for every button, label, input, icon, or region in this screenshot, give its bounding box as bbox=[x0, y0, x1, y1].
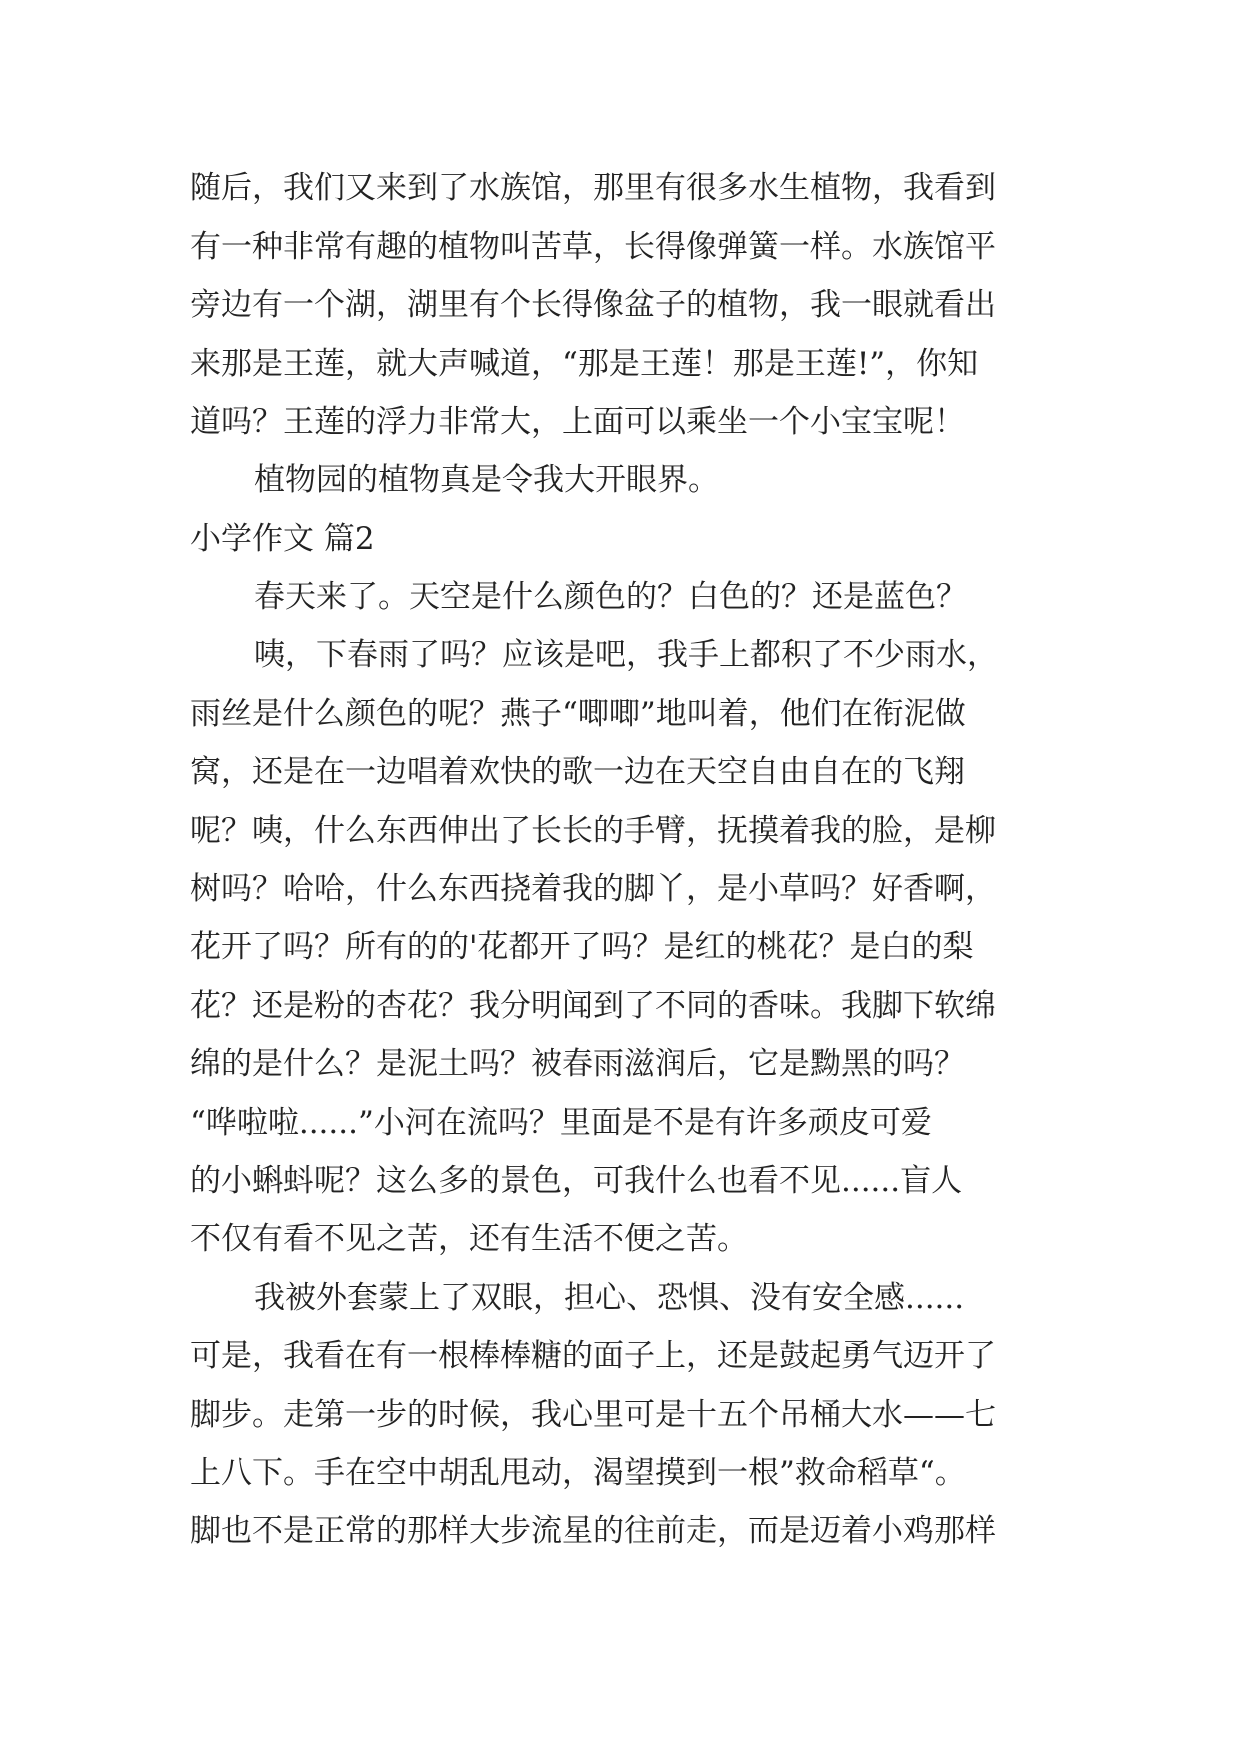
text-line: 雨丝是什么颜色的呢？燕子“唧唧”地叫着，他们在衔泥做 bbox=[190, 696, 966, 732]
text-line: 有一种非常有趣的植物叫苦草，长得像弹簧一样。水族馆平 bbox=[190, 229, 996, 265]
paragraph-line: 植物园的植物真是令我大开眼界。 bbox=[254, 462, 719, 498]
text-line: 花开了吗？所有的的'花都开了吗？是红的桃花？是白的梨 bbox=[190, 929, 974, 965]
text-line: 的小蝌蚪呢？这么多的景色，可我什么也看不见......盲人 bbox=[190, 1163, 963, 1199]
text-line: 花？还是粉的杏花？我分明闻到了不同的香味。我脚下软绵 bbox=[190, 988, 996, 1024]
text-line: 随后，我们又来到了水族馆，那里有很多水生植物，我看到 bbox=[190, 170, 996, 206]
text-line: 脚步。走第一步的时候，我心里可是十五个吊桶大水——七 bbox=[190, 1397, 996, 1433]
text-line: 可是，我看在有一根棒棒糖的面子上，还是鼓起勇气迈开了 bbox=[190, 1338, 996, 1374]
paragraph-line: 咦，下春雨了吗？应该是吧，我手上都积了不少雨水， bbox=[254, 637, 998, 673]
section-heading: 小学作文 篇2 bbox=[190, 521, 375, 557]
text-line: “哗啦啦......”小河在流吗？里面是不是有许多顽皮可爱 bbox=[190, 1105, 932, 1141]
text-line: 窝，还是在一边唱着欢快的歌一边在天空自由自在的飞翔 bbox=[190, 754, 965, 790]
text-line: 脚也不是正常的那样大步流星的往前走，而是迈着小鸡那样 bbox=[190, 1513, 996, 1549]
text-line: 道吗？王莲的浮力非常大，上面可以乘坐一个小宝宝呢！ bbox=[190, 404, 965, 440]
text-line: 旁边有一个湖，湖里有个长得像盆子的植物，我一眼就看出 bbox=[190, 287, 996, 323]
text-line: 树吗？哈哈，什么东西挠着我的脚丫，是小草吗？好香啊， bbox=[190, 871, 996, 907]
text-line: 来那是王莲，就大声喊道，“那是王莲！那是王莲!”，你知 bbox=[190, 346, 979, 382]
text-line: 绵的是什么？是泥土吗？被春雨滋润后，它是黝黑的吗？ bbox=[190, 1046, 965, 1082]
paragraph-line: 春天来了。天空是什么颜色的？白色的？还是蓝色？ bbox=[254, 579, 967, 615]
text-line: 不仅有看不见之苦，还有生活不便之苦。 bbox=[190, 1221, 748, 1257]
paragraph-line: 我被外套蒙上了双眼，担心、恐惧、没有安全感...... bbox=[254, 1280, 965, 1316]
text-line: 呢？咦，什么东西伸出了长长的手臂，抚摸着我的脸，是柳 bbox=[190, 813, 996, 849]
text-line: 上八下。手在空中胡乱甩动，渴望摸到一根”救命稻草“。 bbox=[190, 1455, 966, 1491]
